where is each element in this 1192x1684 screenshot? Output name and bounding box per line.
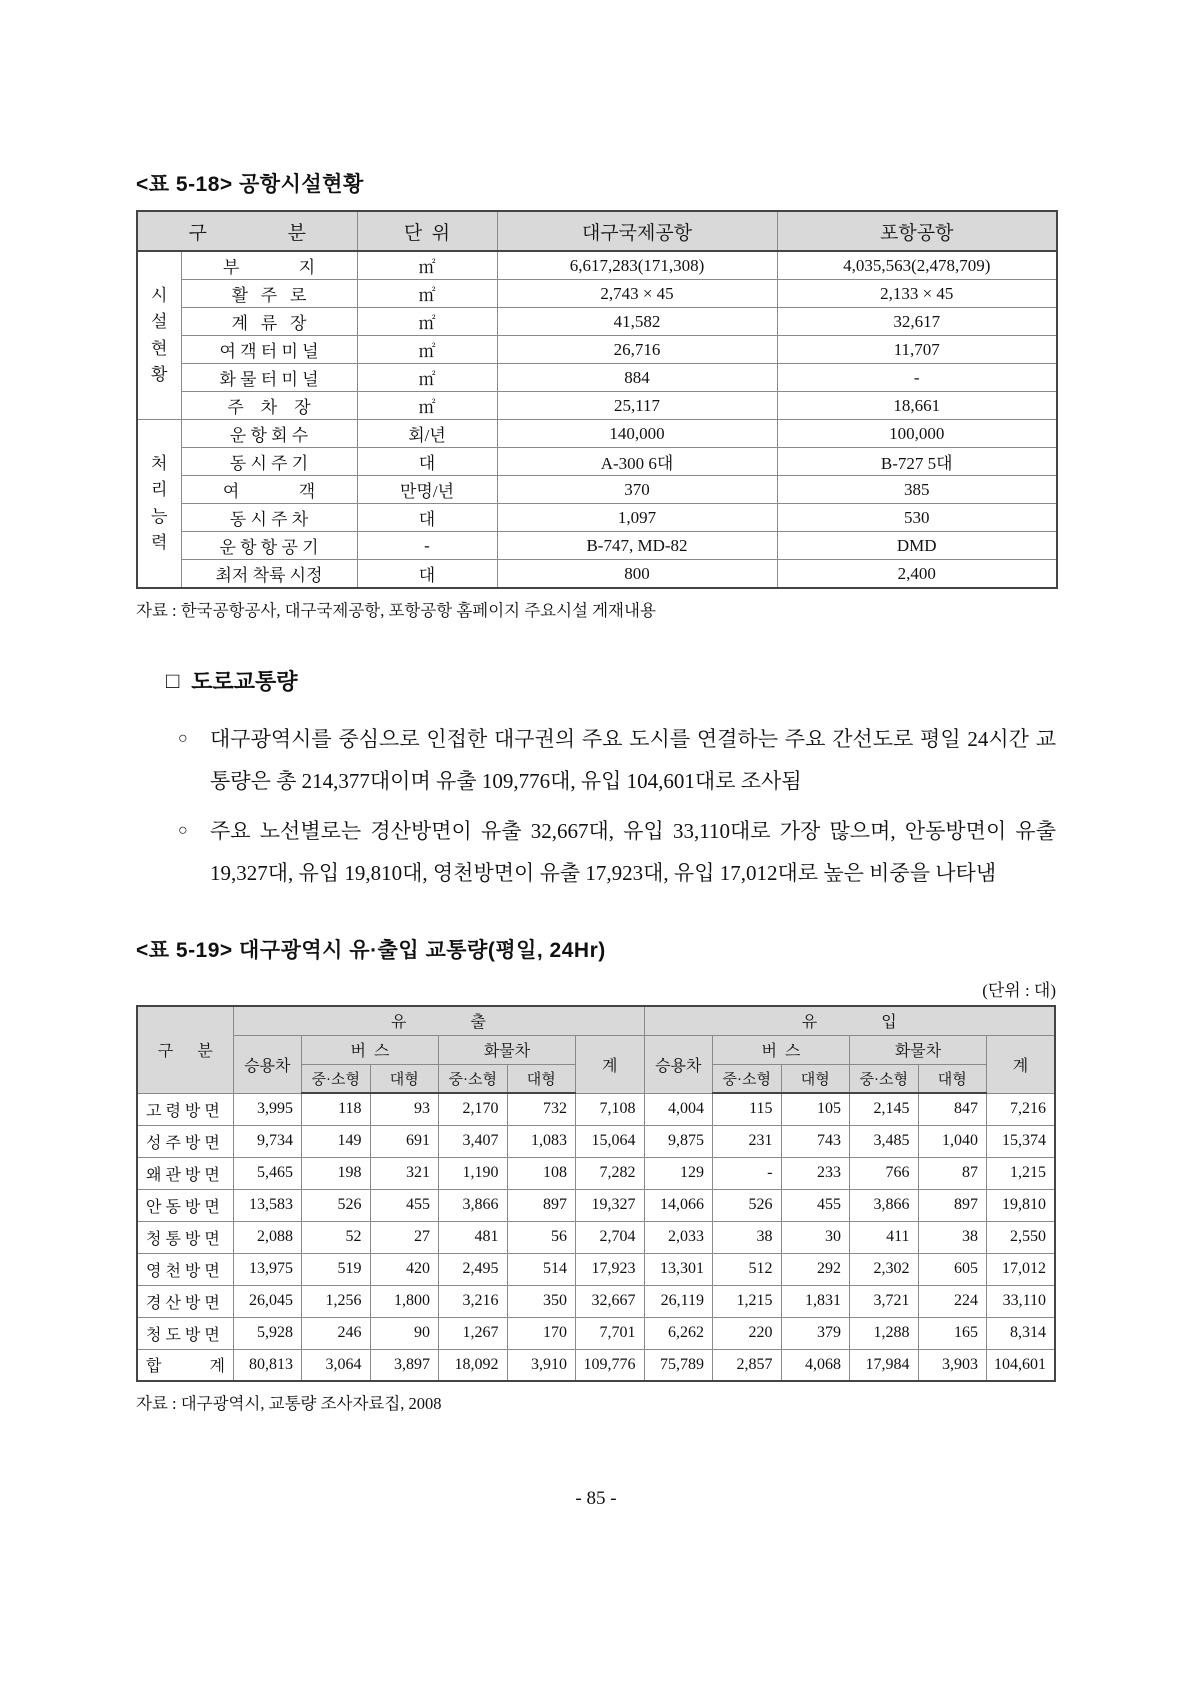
traffic-value: 30 (781, 1221, 850, 1253)
facility-item-label: 계 류 장 (181, 308, 357, 336)
table-5-18-caption: <표 5-18> 공항시설현황 (136, 173, 364, 196)
traffic-value: 1,800 (370, 1285, 439, 1317)
traffic-value: 6,262 (644, 1317, 713, 1349)
t1-header-daegu: 대구국제공항 (497, 211, 777, 251)
traffic-value: 321 (370, 1157, 439, 1189)
traffic-table-header (137, 1006, 1055, 1093)
traffic-value: 109,776 (576, 1349, 645, 1381)
traffic-value: 26,119 (644, 1285, 713, 1317)
traffic-row-label: 합 계 (137, 1349, 233, 1381)
facility-value-daegu: 6,617,283(171,308) (497, 251, 777, 280)
facility-value-daegu: 1,097 (497, 504, 777, 532)
traffic-value: 2,302 (850, 1253, 919, 1285)
traffic-value: 75,789 (644, 1349, 713, 1381)
traffic-value: 3,910 (507, 1349, 576, 1381)
traffic-value: 1,256 (302, 1285, 371, 1317)
traffic-value: 17,984 (850, 1349, 919, 1381)
facility-unit: 대 (357, 448, 497, 476)
t2-header-out-truck: 화물차 (439, 1035, 576, 1064)
traffic-value: 18,092 (439, 1349, 508, 1381)
facility-value-daegu: 26,716 (497, 336, 777, 364)
traffic-value: 118 (302, 1093, 371, 1125)
facility-row (137, 448, 1057, 476)
facility-unit: ㎡ (357, 364, 497, 392)
traffic-value: 149 (302, 1125, 371, 1157)
traffic-value: 27 (370, 1221, 439, 1253)
bullet-item (178, 810, 1056, 894)
traffic-row (137, 1317, 1055, 1349)
t2-header-in-total: 계 (987, 1035, 1056, 1093)
traffic-value: 87 (918, 1157, 987, 1189)
facility-item-label: 여 객 (181, 476, 357, 504)
page-number: - 85 - (575, 1488, 617, 1509)
airport-facility-table (136, 210, 1058, 589)
traffic-volume-table (136, 1005, 1056, 1382)
traffic-value: 104,601 (987, 1349, 1056, 1381)
facility-row (137, 476, 1057, 504)
facility-value-pohang: 11,707 (777, 336, 1057, 364)
t2-header-in-truck-large: 대형 (918, 1064, 987, 1093)
traffic-value: 2,145 (850, 1093, 919, 1125)
t2-header-in-bus: 버 스 (713, 1035, 850, 1064)
facility-value-pohang: 385 (777, 476, 1057, 504)
facility-value-daegu: 140,000 (497, 420, 777, 448)
traffic-value: 17,923 (576, 1253, 645, 1285)
traffic-row-label: 영 천 방 면 (137, 1253, 233, 1285)
facility-row (137, 364, 1057, 392)
facility-value-daegu: 800 (497, 560, 777, 589)
traffic-value: 847 (918, 1093, 987, 1125)
traffic-value: 13,975 (233, 1253, 302, 1285)
traffic-header-row-1 (137, 1006, 1055, 1035)
traffic-value: 108 (507, 1157, 576, 1189)
traffic-value: 2,170 (439, 1093, 508, 1125)
facility-row (137, 336, 1057, 364)
traffic-value: 3,995 (233, 1093, 302, 1125)
traffic-value: 224 (918, 1285, 987, 1317)
t2-header-out-bus: 버 스 (302, 1035, 439, 1064)
facility-value-pohang: 2,400 (777, 560, 1057, 589)
traffic-value: 514 (507, 1253, 576, 1285)
traffic-value: 9,734 (233, 1125, 302, 1157)
t2-header-out-bus-mid: 중·소형 (302, 1064, 371, 1093)
traffic-row (137, 1157, 1055, 1189)
traffic-value: 9,875 (644, 1125, 713, 1157)
facility-item-label: 화 물 터 미 널 (181, 364, 357, 392)
facility-value-pohang: 18,661 (777, 392, 1057, 420)
traffic-row (137, 1349, 1055, 1381)
traffic-value: 165 (918, 1317, 987, 1349)
traffic-row-label: 왜 관 방 면 (137, 1157, 233, 1189)
t2-header-out-car: 승용차 (233, 1035, 302, 1093)
circle-bullet-icon: ○ (178, 730, 188, 747)
traffic-value: 2,704 (576, 1221, 645, 1253)
facility-value-pohang: 530 (777, 504, 1057, 532)
traffic-value: 743 (781, 1125, 850, 1157)
traffic-row (137, 1221, 1055, 1253)
traffic-value: 526 (302, 1189, 371, 1221)
traffic-row (137, 1285, 1055, 1317)
traffic-value: 33,110 (987, 1285, 1056, 1317)
traffic-value: 2,088 (233, 1221, 302, 1253)
facility-value-daegu: 370 (497, 476, 777, 504)
traffic-value: 3,216 (439, 1285, 508, 1317)
traffic-row-label: 고 령 방 면 (137, 1093, 233, 1125)
traffic-value: 80,813 (233, 1349, 302, 1381)
traffic-value: 38 (918, 1221, 987, 1253)
section-title-road-traffic (166, 665, 1056, 696)
traffic-value: 4,004 (644, 1093, 713, 1125)
facility-header-row (137, 211, 1057, 251)
traffic-value: 32,667 (576, 1285, 645, 1317)
traffic-value: 105 (781, 1093, 850, 1125)
traffic-value: 411 (850, 1221, 919, 1253)
traffic-table-body (137, 1093, 1055, 1381)
facility-value-daegu: 884 (497, 364, 777, 392)
facility-value-daegu: 2,743 × 45 (497, 280, 777, 308)
traffic-value: 14,066 (644, 1189, 713, 1221)
bullet-item (178, 718, 1056, 802)
traffic-value: 115 (713, 1093, 782, 1125)
traffic-value: 481 (439, 1221, 508, 1253)
facility-value-pohang: B-727 5대 (777, 448, 1057, 476)
facility-value-daegu: A-300 6대 (497, 448, 777, 476)
traffic-value: 220 (713, 1317, 782, 1349)
traffic-value: 93 (370, 1093, 439, 1125)
traffic-value: 3,866 (439, 1189, 508, 1221)
traffic-header-row-2 (137, 1035, 1055, 1064)
t2-header-out-total: 계 (576, 1035, 645, 1093)
traffic-value: 15,374 (987, 1125, 1056, 1157)
t2-header-out-truck-mid: 중·소형 (439, 1064, 508, 1093)
traffic-value: 2,033 (644, 1221, 713, 1253)
traffic-row (137, 1253, 1055, 1285)
facility-item-label: 여 객 터 미 널 (181, 336, 357, 364)
traffic-value: 1,831 (781, 1285, 850, 1317)
traffic-value: 1,040 (918, 1125, 987, 1157)
t2-header-in-bus-mid: 중·소형 (713, 1064, 782, 1093)
facility-unit: ㎡ (357, 392, 497, 420)
facility-value-daegu: 41,582 (497, 308, 777, 336)
traffic-value: 231 (713, 1125, 782, 1157)
circle-bullet-icon: ○ (178, 822, 188, 839)
traffic-value: 420 (370, 1253, 439, 1285)
traffic-value: 1,267 (439, 1317, 508, 1349)
traffic-value: 26,045 (233, 1285, 302, 1317)
traffic-value: 198 (302, 1157, 371, 1189)
traffic-row (137, 1189, 1055, 1221)
facility-row (137, 392, 1057, 420)
t2-header-in-bus-large: 대형 (781, 1064, 850, 1093)
traffic-value: 129 (644, 1157, 713, 1189)
traffic-value: 3,407 (439, 1125, 508, 1157)
facility-item-label: 최저 착륙 시정 (181, 560, 357, 589)
facility-row (137, 532, 1057, 560)
traffic-value: 2,550 (987, 1221, 1056, 1253)
facility-row (137, 280, 1057, 308)
square-bullet-icon: □ (166, 667, 180, 693)
facility-row (137, 308, 1057, 336)
facility-value-daegu: 25,117 (497, 392, 777, 420)
t2-header-out-truck-large: 대형 (507, 1064, 576, 1093)
traffic-value: 3,721 (850, 1285, 919, 1317)
traffic-value: 3,897 (370, 1349, 439, 1381)
facility-value-pohang: 32,617 (777, 308, 1057, 336)
facility-row (137, 420, 1057, 448)
facility-item-label: 주 차 장 (181, 392, 357, 420)
facility-value-pohang: 100,000 (777, 420, 1057, 448)
traffic-value: - (713, 1157, 782, 1189)
table-5-19-source: 자료 : 대구광역시, 교통량 조사자료집, 2008 (136, 1394, 442, 1413)
facility-item-label: 동 시 주 기 (181, 448, 357, 476)
facility-table-header (137, 211, 1057, 251)
traffic-value: 13,583 (233, 1189, 302, 1221)
facility-item-label: 동 시 주 차 (181, 504, 357, 532)
traffic-value: 350 (507, 1285, 576, 1317)
traffic-value: 292 (781, 1253, 850, 1285)
section-title-text: 도로교통량 (191, 669, 298, 694)
facility-unit: 대 (357, 560, 497, 589)
facility-unit: ㎡ (357, 251, 497, 280)
traffic-value: 1,215 (987, 1157, 1056, 1189)
facility-row (137, 251, 1057, 280)
traffic-value: 15,064 (576, 1125, 645, 1157)
traffic-row-label: 성 주 방 면 (137, 1125, 233, 1157)
traffic-value: 512 (713, 1253, 782, 1285)
traffic-row-label: 청 통 방 면 (137, 1221, 233, 1253)
row-group-label: 처리능력 (137, 420, 181, 589)
facility-value-pohang: 2,133 × 45 (777, 280, 1057, 308)
facility-row (137, 504, 1057, 532)
traffic-value: 519 (302, 1253, 371, 1285)
traffic-value: 246 (302, 1317, 371, 1349)
facility-value-pohang: 4,035,563(2,478,709) (777, 251, 1057, 280)
traffic-value: 8,314 (987, 1317, 1056, 1349)
facility-table-body (137, 251, 1057, 588)
traffic-row-label: 안 동 방 면 (137, 1189, 233, 1221)
traffic-value: 897 (507, 1189, 576, 1221)
traffic-value: 2,857 (713, 1349, 782, 1381)
facility-unit: 대 (357, 504, 497, 532)
t2-header-gubun: 구 분 (137, 1006, 233, 1093)
table-5-19-caption: <표 5-19> 대구광역시 유·출입 교통량(평일, 24Hr) (136, 939, 606, 962)
traffic-value: 691 (370, 1125, 439, 1157)
traffic-row-label: 경 산 방 면 (137, 1285, 233, 1317)
traffic-value: 1,288 (850, 1317, 919, 1349)
t2-header-in-truck-mid: 중·소형 (850, 1064, 919, 1093)
facility-unit: ㎡ (357, 280, 497, 308)
traffic-value: 13,301 (644, 1253, 713, 1285)
facility-value-daegu: B-747, MD-82 (497, 532, 777, 560)
traffic-value: 605 (918, 1253, 987, 1285)
traffic-value: 1,215 (713, 1285, 782, 1317)
t2-header-out-bus-large: 대형 (370, 1064, 439, 1093)
traffic-value: 1,190 (439, 1157, 508, 1189)
traffic-value: 3,866 (850, 1189, 919, 1221)
traffic-row (137, 1125, 1055, 1157)
traffic-value: 170 (507, 1317, 576, 1349)
bullet-text: 대구광역시를 중심으로 인접한 대구권의 주요 도시를 연결하는 주요 간선도로 평일 24시간 교통량은 총 214,377대이며 유출 109,776대, 유입 104,601대로 조사됨 (210, 727, 1056, 793)
traffic-row (137, 1093, 1055, 1125)
traffic-value: 455 (781, 1189, 850, 1221)
facility-item-label: 부 지 (181, 251, 357, 280)
traffic-value: 379 (781, 1317, 850, 1349)
traffic-value: 90 (370, 1317, 439, 1349)
traffic-value: 897 (918, 1189, 987, 1221)
t1-header-unit: 단 위 (357, 211, 497, 251)
traffic-value: 3,903 (918, 1349, 987, 1381)
traffic-value: 1,083 (507, 1125, 576, 1157)
traffic-value: 526 (713, 1189, 782, 1221)
traffic-value: 5,928 (233, 1317, 302, 1349)
traffic-value: 766 (850, 1157, 919, 1189)
traffic-value: 7,108 (576, 1093, 645, 1125)
bullet-text: 주요 노선별로는 경산방면이 유출 32,667대, 유입 33,110대로 가장 많으며, 안동방면이 유출 19,327대, 유입 19,810대, 영천방면이 유출 17,923대, 유입 17,012대로 높은 비중을 나타냄 (210, 819, 1056, 885)
t2-header-outflow: 유 출 (233, 1006, 644, 1035)
unit-note: (단위 : 대) (982, 981, 1056, 1000)
facility-unit: ㎡ (357, 308, 497, 336)
facility-item-label: 운 항 항 공 기 (181, 532, 357, 560)
traffic-value: 732 (507, 1093, 576, 1125)
traffic-value: 56 (507, 1221, 576, 1253)
traffic-value: 4,068 (781, 1349, 850, 1381)
facility-value-pohang: DMD (777, 532, 1057, 560)
t1-header-gubun: 구 분 (137, 211, 357, 251)
traffic-value: 17,012 (987, 1253, 1056, 1285)
traffic-value: 3,485 (850, 1125, 919, 1157)
table-5-18-source: 자료 : 한국공항공사, 대구국제공항, 포항공항 홈페이지 주요시설 게재내용 (136, 601, 656, 620)
traffic-value: 2,495 (439, 1253, 508, 1285)
traffic-value: 7,216 (987, 1093, 1056, 1125)
traffic-value: 5,465 (233, 1157, 302, 1189)
facility-unit: - (357, 532, 497, 560)
traffic-value: 7,282 (576, 1157, 645, 1189)
traffic-value: 455 (370, 1189, 439, 1221)
traffic-value: 3,064 (302, 1349, 371, 1381)
row-group-label: 시설현황 (137, 251, 181, 420)
t2-header-inflow: 유 입 (644, 1006, 1055, 1035)
facility-unit: ㎡ (357, 336, 497, 364)
traffic-value: 19,810 (987, 1189, 1056, 1221)
traffic-value: 7,701 (576, 1317, 645, 1349)
facility-item-label: 활 주 로 (181, 280, 357, 308)
traffic-value: 233 (781, 1157, 850, 1189)
facility-unit: 만명/년 (357, 476, 497, 504)
t1-header-pohang: 포항공항 (777, 211, 1057, 251)
facility-item-label: 운 항 회 수 (181, 420, 357, 448)
traffic-value: 38 (713, 1221, 782, 1253)
facility-unit: 회/년 (357, 420, 497, 448)
bullet-list (178, 718, 1056, 894)
t2-header-in-car: 승용차 (644, 1035, 713, 1093)
facility-row (137, 560, 1057, 589)
traffic-row-label: 청 도 방 면 (137, 1317, 233, 1349)
facility-value-pohang: - (777, 364, 1057, 392)
traffic-value: 52 (302, 1221, 371, 1253)
traffic-value: 19,327 (576, 1189, 645, 1221)
t2-header-in-truck: 화물차 (850, 1035, 987, 1064)
